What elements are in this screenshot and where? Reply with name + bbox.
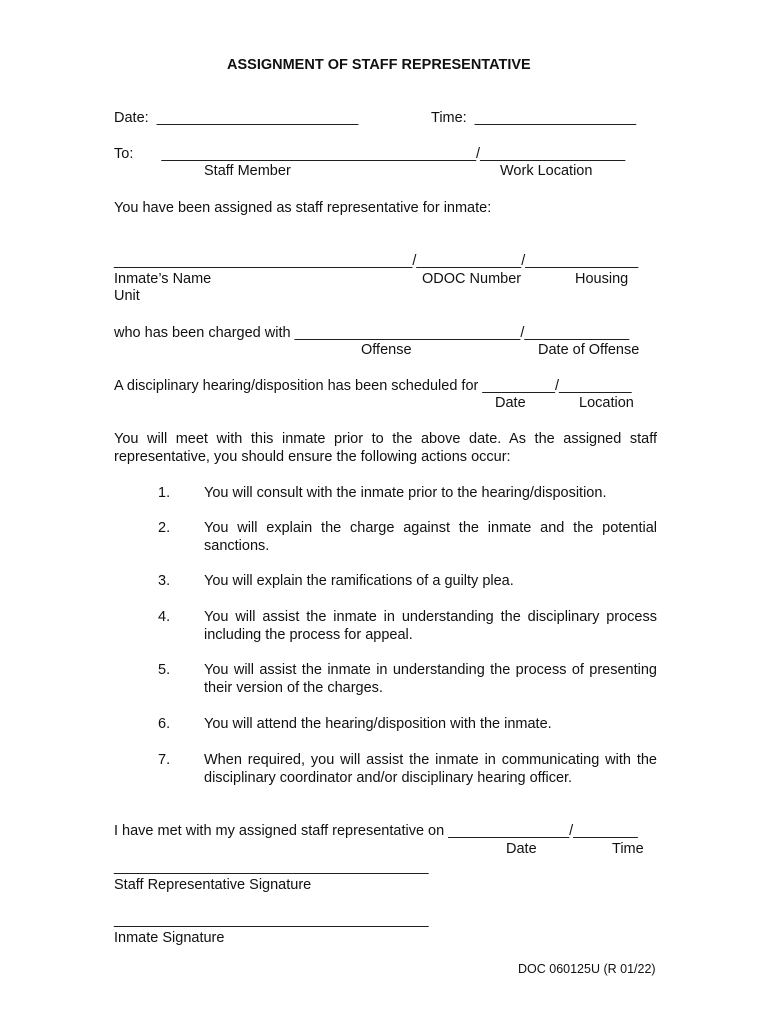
staff-signature-label: Staff Representative Signature (114, 877, 312, 893)
list-item: You will assist the inmate in understanding the process of presenting their version of the charges. (204, 662, 657, 696)
list-item: You will explain the ramifications of a guilty plea. (204, 573, 514, 589)
list-item: You will consult with the inmate prior to the hearing/disposition. (204, 485, 607, 501)
met-date-label: Date (506, 841, 537, 857)
inmate-info-line: _____________________________________/_____________/______________ (114, 253, 639, 269)
document-title: ASSIGNMENT OF STAFF REPRESENTATIVE (227, 57, 531, 73)
intro-paragraph: You will meet with this inmate prior to the above date. As the assigned staff representative, you should ensure the following actions occur: (114, 431, 657, 465)
charged-with-line: who has been charged with ____________________________/_____________ (114, 325, 630, 341)
list-item-number: 6. (158, 716, 171, 732)
housing-label: Housing (575, 271, 629, 287)
date-of-offense-label: Date of Offense (538, 342, 640, 358)
inmate-signature-label: Inmate Signature (114, 930, 225, 946)
list-item-number: 5. (158, 662, 171, 678)
met-time-label: Time (612, 841, 644, 857)
date-field: Date: _________________________ (114, 110, 359, 126)
list-item: You will explain the charge against the inmate and the potential sanctions. (204, 520, 657, 554)
work-location-label: Work Location (500, 163, 593, 179)
unit-label: Unit (114, 288, 140, 304)
hearing-location-label: Location (579, 395, 634, 411)
odoc-number-label: ODOC Number (422, 271, 522, 287)
list-item-number: 2. (158, 520, 171, 536)
inmate-signature-line: _______________________________________ (114, 912, 429, 928)
staff-member-label: Staff Member (204, 163, 291, 179)
assigned-statement: You have been assigned as staff representative for inmate: (114, 200, 492, 216)
inmate-name-label: Inmate’s Name (114, 271, 212, 287)
form-number: DOC 060125U (R 01/22) (518, 962, 656, 976)
time-field: Time: ____________________ (431, 110, 637, 126)
list-item-number: 3. (158, 573, 171, 589)
to-field: To: _______________________________________/__________________ (114, 146, 626, 162)
offense-label: Offense (361, 342, 412, 358)
list-item: You will attend the hearing/disposition with the inmate. (204, 716, 552, 732)
list-item: When required, you will assist the inmate in communicating with the disciplinary coordinator and/or disciplinary hearing officer. (204, 752, 657, 786)
met-with-representative-line: I have met with my assigned staff representative on _______________/________ (114, 823, 638, 839)
list-item-number: 7. (158, 752, 171, 768)
list-item: You will assist the inmate in understanding the disciplinary process including the process for appeal. (204, 609, 657, 643)
staff-signature-line: _______________________________________ (114, 859, 429, 875)
list-item-number: 1. (158, 485, 171, 501)
hearing-date-label: Date (495, 395, 526, 411)
hearing-scheduled-line: A disciplinary hearing/disposition has been scheduled for _________/_________ (114, 378, 632, 394)
list-item-number: 4. (158, 609, 171, 625)
